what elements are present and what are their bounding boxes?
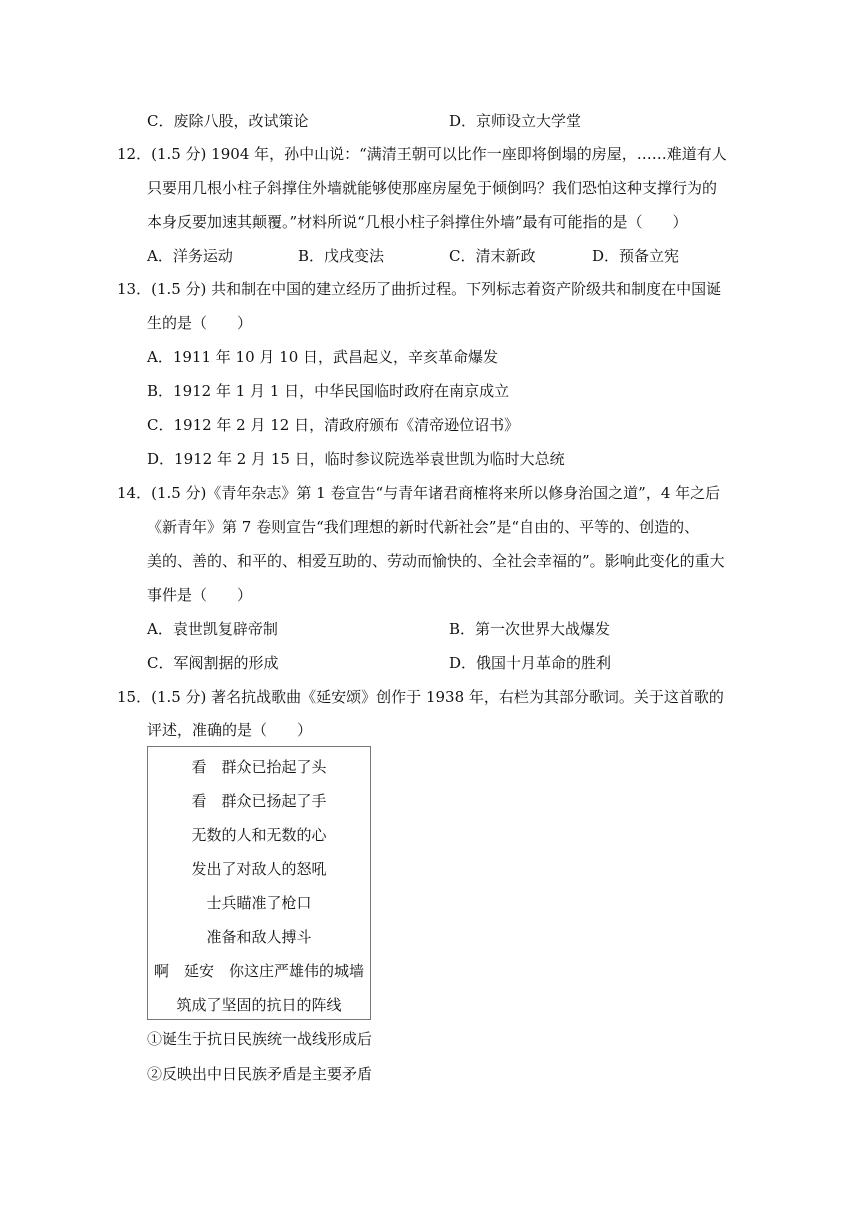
q14-option-d: D．俄国十月革命的胜利	[449, 654, 612, 672]
lyric-line-7: 啊 延安 你这庄严雄伟的城墙	[153, 962, 364, 980]
q13-stem-line-1: 13．(1.5 分) 共和制在中国的建立经历了曲折过程。下列标志着资产阶级共和制度在中国诞	[117, 280, 722, 298]
lyric-line-8: 筑成了坚固的抗日的阵线	[176, 996, 342, 1014]
q12-option-b: B．戊戌变法	[298, 247, 385, 265]
q12-stem-line-2: 只要用几根小柱子斜撑住外墙就能够使那座房屋免于倾倒吗？我们恐怕这种支撑行为的	[147, 179, 718, 197]
q14-options-row-1	[0, 619, 860, 639]
q13-option-d: D．1912 年 2 月 15 日，临时参议院选举袁世凯为临时大总统	[147, 450, 565, 468]
q14-option-c: C．军阀割据的形成	[147, 654, 279, 672]
lyric-line-5: 士兵瞄准了枪口	[206, 894, 312, 912]
q14-stem-line-1: 14．(1.5 分)《青年杂志》第 1 卷宣告“与青年诸君商榷将来所以修身治国之道”，4 年之后	[117, 484, 721, 502]
lyric-line-3: 无数的人和无数的心	[191, 826, 327, 844]
q11-option-d: D．京师设立大学堂	[449, 112, 582, 130]
q14-option-a: A．袁世凯复辟帝制	[147, 620, 278, 638]
q14-stem-line-4: 事件是（ ）	[147, 586, 253, 604]
q13-option-c: C．1912 年 2 月 12 日，清政府颁布《清帝逊位诏书》	[147, 416, 520, 434]
q12-stem-line-3: 本身反要加速其颠覆。”材料所说“几根小柱子斜撑住外墙”最有可能指的是（ ）	[147, 213, 688, 231]
q15-stem-line-1: 15．(1.5 分) 著名抗战歌曲《延安颂》创作于 1938 年，右栏为其部分歌词。关于这首歌的	[117, 688, 724, 706]
q14-options-row-2	[0, 653, 860, 673]
q15-statement-2: ②反映出中日民族矛盾是主要矛盾	[147, 1065, 373, 1083]
lyrics-box	[147, 746, 371, 1020]
q13-option-a: A．1911 年 10 月 10 日，武昌起义，辛亥革命爆发	[147, 348, 499, 366]
q15-statement-1: ①诞生于抗日民族统一战线形成后	[147, 1030, 373, 1048]
lyric-line-6: 准备和敌人搏斗	[206, 928, 312, 946]
q14-stem-line-3: 美的、善的、和平的、相爱互助的、劳动而愉快的、全社会幸福的”。影响此变化的重大	[147, 552, 725, 570]
q12-option-c: C．清末新政	[449, 247, 536, 265]
lyric-line-1: 看 群众已抬起了头	[191, 758, 327, 776]
q12-options	[0, 246, 860, 266]
q14-stem-line-2: 《新青年》第 7 卷则宣告“我们理想的新时代新社会”是“自由的、平等的、创造的、	[147, 518, 700, 536]
q13-stem-line-2: 生的是（ ）	[147, 314, 253, 332]
q11-options	[0, 111, 860, 131]
q12-option-d: D．预备立宪	[592, 247, 680, 265]
q11-option-c: C．废除八股，改试策论	[147, 112, 309, 130]
q12-stem-line-1: 12．(1.5 分) 1904 年，孙中山说：“满清王朝可以比作一座即将倒塌的房屋，……难道有人	[117, 145, 727, 163]
lyric-line-2: 看 群众已扬起了手	[191, 792, 327, 810]
q15-stem-line-2: 评述，准确的是（ ）	[147, 721, 313, 739]
q12-option-a: A．洋务运动	[147, 247, 233, 265]
lyric-line-4: 发出了对敌人的怒吼	[191, 860, 327, 878]
q14-option-b: B．第一次世界大战爆发	[449, 620, 611, 638]
q13-option-b: B．1912 年 1 月 1 日，中华民国临时政府在南京成立	[147, 382, 510, 400]
